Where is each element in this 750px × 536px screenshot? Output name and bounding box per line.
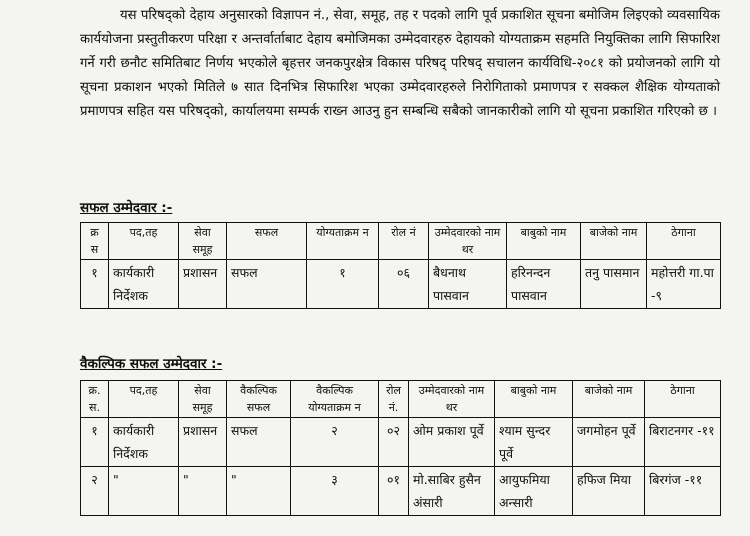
table-row xyxy=(81,467,721,516)
cell-post: " xyxy=(109,467,179,516)
alternate-candidates-heading: वैकल्पिक सफल उम्मेदवार :- xyxy=(80,356,223,372)
col-header: पद,तह xyxy=(109,381,179,418)
cell-grandfather: तनु पासमान xyxy=(581,260,647,309)
col-header: रोल नं. xyxy=(379,381,409,418)
col-header: ठेगाना xyxy=(647,223,721,260)
cell-candidate: ओम प्रकाश पूर्वे xyxy=(409,418,495,467)
notice-paragraph: यस परिषद्को देहाय अनुसारको विज्ञापन नं., सेवा, समूह, तह र पदको लागि पूर्व प्रकाशित सूचना बमोजिम लिइएको व्यवसायिक कार्ययोजना प्रस्तुतीकरण परिक्षा र अन्तर्वार्ताबाट देहाय बमोजिमका उम्मेदवारहरु देहायको योग्यताक्रम सहमति नियुक्तिका लागि सिफारिश गर्ने गरी छनौट समितिबाट निर्णय भएकोले बृहत्तर जनकपुरक्षेत्र विकास परिषद् परिषद् सचालन कार्यविधि-२०८१ को प्रयोजनको लागि यो सूचना प्रकाशन भएको मितिले ७ सात दिनभित्र सिफारिश भएका उम्मेदवारहरुले निरोगिताको प्रमाणपत्र र सक्कल शैक्षिक योग्यताको प्रमाणपत्र सहित यस परिषद्को, कार्यालयमा सम्पर्क राख्न आउनु हुन सम्बन्धि सबैको जानकारीको लागि यो सूचना प्रकाशित गरिएको छ । xyxy=(80,8,720,119)
col-header: क्र स xyxy=(81,223,109,260)
alternate-candidates-table xyxy=(80,380,721,516)
cell-result: सफल xyxy=(227,418,291,467)
col-header: सेवा समूह xyxy=(179,381,227,418)
col-header: पद,तह xyxy=(109,223,179,260)
col-header: सेवा समूह xyxy=(179,223,227,260)
cell-result: सफल xyxy=(227,260,307,309)
cell-result: " xyxy=(227,467,291,516)
cell-merit: १ xyxy=(307,260,379,309)
cell-grandfather: हफिज मिया xyxy=(573,467,645,516)
col-header: योग्यताक्रम न xyxy=(307,223,379,260)
cell-service: प्रशासन xyxy=(179,260,227,309)
cell-post: कार्यकारी निर्देशक xyxy=(109,260,179,309)
col-header: उम्मेदवारको नाम थर xyxy=(429,223,507,260)
col-header: बाबुको नाम xyxy=(507,223,581,260)
table-header-row xyxy=(81,381,721,418)
cell-father: श्याम सुन्दर पूर्वे xyxy=(495,418,573,467)
cell-father: आयुफमिया अन्सारी xyxy=(495,467,573,516)
col-header: ठेगाना xyxy=(645,381,721,418)
table-row xyxy=(81,418,721,467)
cell-address: महोत्तरी गा.पा -९ xyxy=(647,260,721,309)
cell-service: " xyxy=(179,467,227,516)
cell-service: प्रशासन xyxy=(179,418,227,467)
cell-grandfather: जगमोहन पूर्वे xyxy=(573,418,645,467)
cell-father: हरिनन्दन पासवान xyxy=(507,260,581,309)
cell-merit: २ xyxy=(291,418,379,467)
successful-candidates-table xyxy=(80,222,721,309)
cell-serial: २ xyxy=(81,467,109,516)
col-header: उम्मेदवारको नाम थर xyxy=(409,381,495,418)
cell-serial: १ xyxy=(81,418,109,467)
successful-candidates-heading: सफल उम्मेदवार :- xyxy=(80,200,173,216)
col-header: क्र. स. xyxy=(81,381,109,418)
col-header: बाजेको नाम xyxy=(581,223,647,260)
cell-roll: ०२ xyxy=(379,418,409,467)
cell-candidate: बैधनाथ पासवान xyxy=(429,260,507,309)
table-header-row xyxy=(81,223,721,260)
cell-serial: १ xyxy=(81,260,109,309)
cell-candidate: मो.साबिर हुसैन अंसारी xyxy=(409,467,495,516)
cell-address: बिराटनगर -११ xyxy=(645,418,721,467)
cell-post: कार्यकारी निर्देशक xyxy=(109,418,179,467)
col-header: बाबुको नाम xyxy=(495,381,573,418)
table-row xyxy=(81,260,721,309)
col-header: बाजेको नाम xyxy=(573,381,645,418)
col-header: वैकल्पिक योग्यताक्रम न xyxy=(291,381,379,418)
cell-address: बिरगंज -११ xyxy=(645,467,721,516)
cell-merit: ३ xyxy=(291,467,379,516)
col-header: रोल नं xyxy=(379,223,429,260)
cell-roll: ०६ xyxy=(379,260,429,309)
col-header: वैकल्पिक सफल xyxy=(227,381,291,418)
col-header: सफल xyxy=(227,223,307,260)
cell-roll: ०१ xyxy=(379,467,409,516)
